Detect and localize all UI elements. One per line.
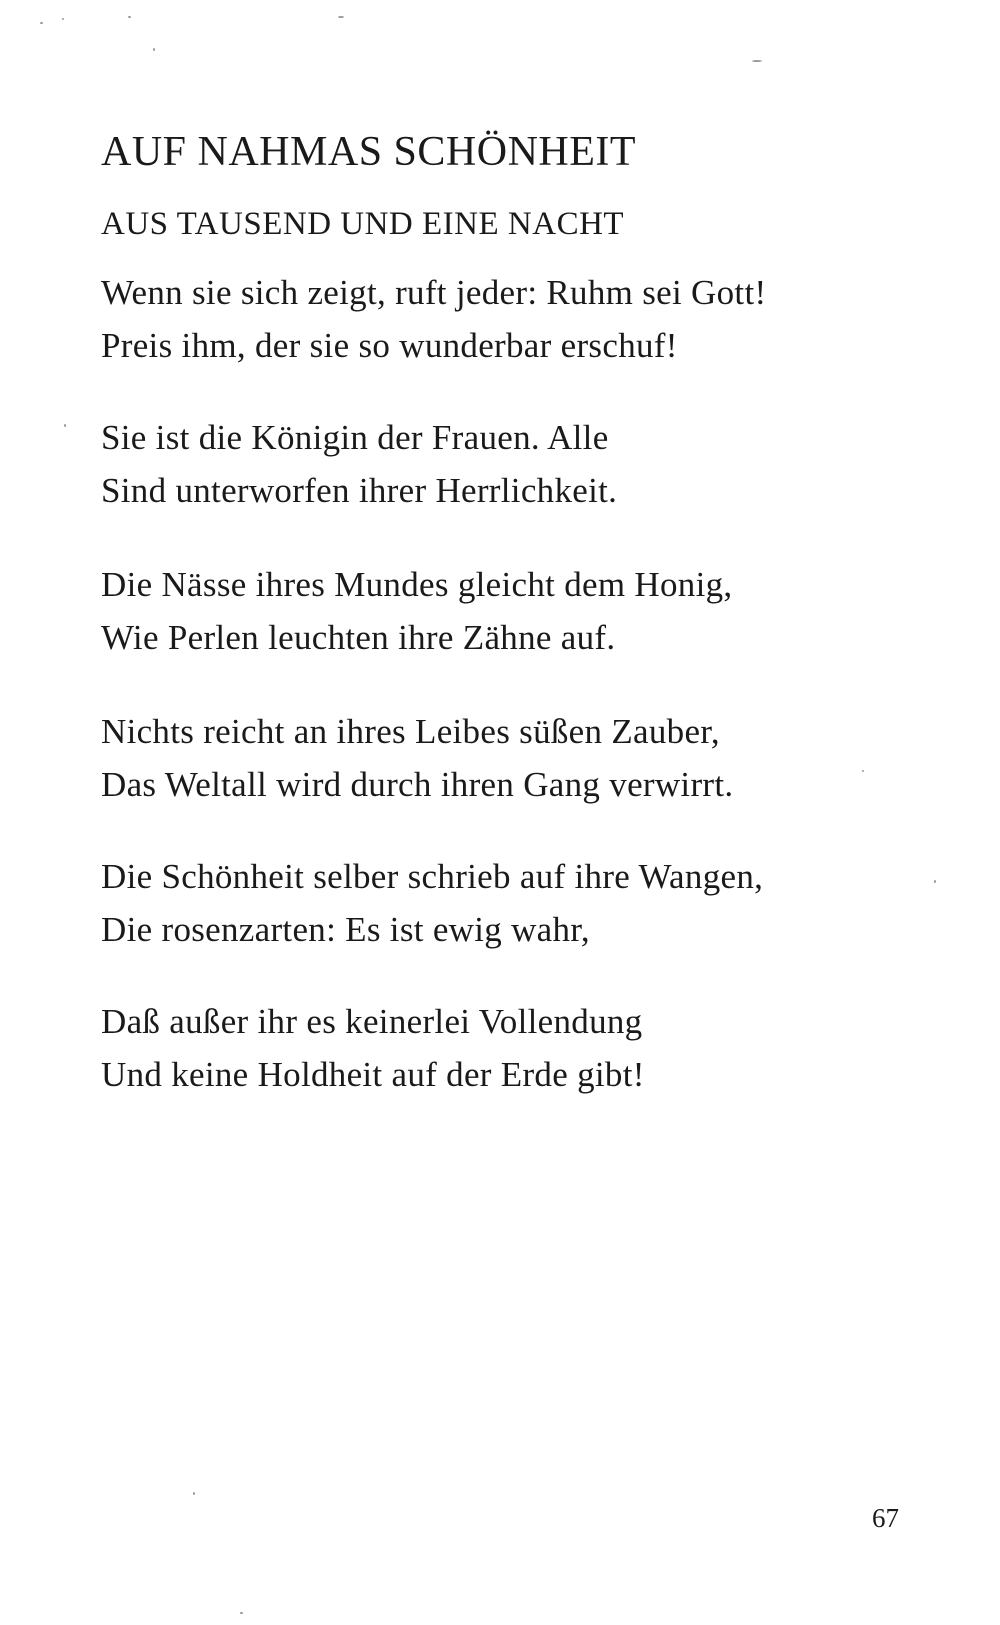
- scan-speck: [153, 48, 155, 51]
- verse-line: Daß außer ihr es keinerlei Vollendung: [101, 1002, 643, 1041]
- verse-line: Wie Perlen leuchten ihre Zähne auf.: [101, 618, 616, 657]
- verse-line: Nichts reicht an ihres Leibes süßen Zauber,: [101, 712, 720, 751]
- scan-speck: [62, 18, 64, 20]
- scan-speck: [193, 1492, 195, 1495]
- scan-speck: [752, 60, 762, 62]
- scan-speck: [934, 880, 936, 883]
- scan-speck: [338, 16, 344, 18]
- verse-line: Sie ist die Königin der Frauen. Alle: [101, 418, 609, 457]
- stanza-3: [101, 558, 732, 664]
- verse-line: Sind unterworfen ihrer Herrlichkeit.: [101, 471, 618, 510]
- stanza-1: [101, 266, 766, 372]
- verse-line: Die Schönheit selber schrieb auf ihre Wangen,: [101, 857, 764, 896]
- scan-speck: [64, 424, 66, 427]
- verse-line: Das Weltall wird durch ihren Gang verwirrt.: [101, 765, 734, 804]
- poem-title: AUF NAHMAS SCHÖNHEIT: [101, 129, 637, 175]
- verse-line: Und keine Holdheit auf der Erde gibt!: [101, 1055, 645, 1094]
- stanza-5: [101, 850, 763, 956]
- verse-line: Preis ihm, der sie so wunderbar erschuf!: [101, 326, 678, 365]
- verse-line: Die rosenzarten: Es ist ewig wahr,: [101, 910, 590, 949]
- stanza-6: [101, 995, 645, 1101]
- page-number: 67: [872, 1503, 899, 1533]
- poem-subtitle: AUS TAUSEND UND EINE NACHT: [101, 206, 625, 242]
- verse-line: Die Nässe ihres Mundes gleicht dem Honig,: [101, 565, 733, 604]
- verse-line: Wenn sie sich zeigt, ruft jeder: Ruhm sei Gott!: [101, 273, 767, 312]
- stanza-4: [101, 705, 733, 811]
- scan-speck: [862, 770, 864, 772]
- scan-speck: [128, 16, 131, 18]
- stanza-2: [101, 411, 617, 517]
- scan-speck: [40, 22, 43, 24]
- scan-speck: [240, 1612, 243, 1614]
